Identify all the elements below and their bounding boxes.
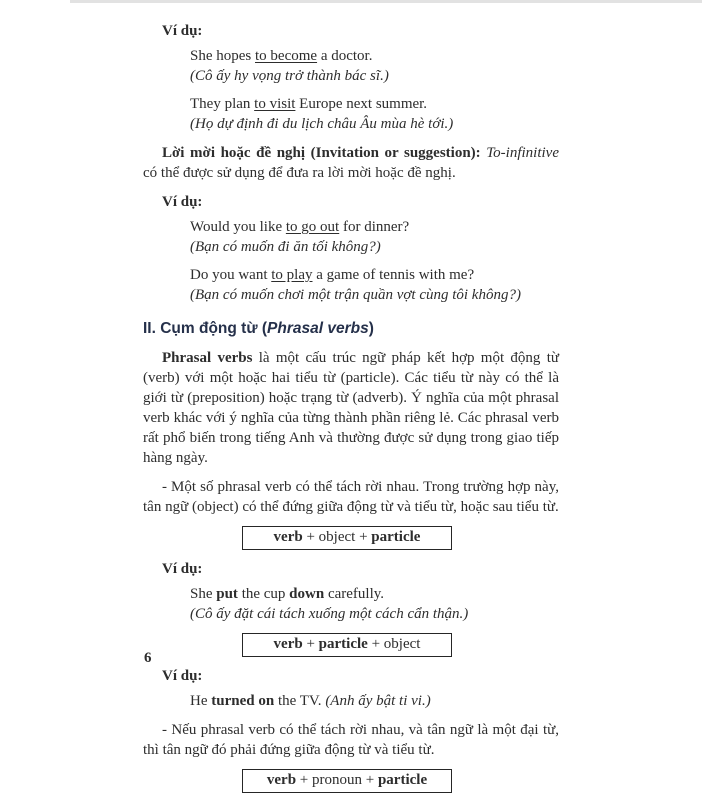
- english-example: He turned on the TV. (Anh ấy bật ti vi.): [190, 693, 431, 709]
- example-label: Ví dụ:: [162, 668, 203, 684]
- body-paragraph: Phrasal verbs là một cấu trúc ngữ pháp kết hợp một động từ (verb) với một hoặc hai tiểu từ (particle). Các tiểu từ này có thể là giới từ (preposition) hoặc trạng từ (adverb). Ý nghĩa của một phrasal verb khác với ý nghĩa của từng thành phần riêng lẻ. Các phrasal verb rất phổ biến trong tiếng Anh và thường được sử dụng trong giao tiếp hàng ngày.: [143, 350, 563, 466]
- example-label: Ví dụ:: [162, 23, 203, 39]
- vietnamese-translation: (Bạn có muốn đi ăn tối không?): [190, 239, 381, 255]
- formula-box: verb + object + particle: [242, 526, 452, 550]
- body-paragraph: - Một số phrasal verb có thể tách rời nhau. Trong trường hợp này, tân ngữ (object) có thể đứng giữa động từ và tiểu từ, hoặc sau tiểu từ.: [143, 479, 563, 515]
- example-label: Ví dụ:: [162, 561, 203, 577]
- english-example: They plan to visit Europe next summer.: [190, 96, 428, 112]
- english-example: Do you want to play a game of tennis with me?: [190, 267, 475, 283]
- vietnamese-translation: (Bạn có muốn chơi một trận quần vợt cùng tôi không?): [190, 287, 521, 303]
- formula-box: verb + pronoun + particle: [242, 769, 452, 793]
- formula-box: verb + particle + object: [242, 633, 452, 657]
- scan-edge-artifact: [70, 0, 702, 3]
- example-label: Ví dụ:: [162, 194, 203, 210]
- vietnamese-translation: (Họ dự định đi du lịch châu Âu mùa hè tới.): [190, 116, 454, 132]
- body-paragraph: Lời mời hoặc đề nghị (Invitation or suggestion): To-infinitive có thể được sử dụng để đưa ra lời mời hoặc đề nghị.: [143, 145, 563, 181]
- english-example: Would you like to go out for dinner?: [190, 219, 410, 235]
- document-content: [143, 12, 563, 802]
- vietnamese-translation: (Cô ấy hy vọng trở thành bác sĩ.): [190, 68, 389, 84]
- body-paragraph: - Nếu phrasal verb có thể tách rời nhau, và tân ngữ là một đại từ, thì tân ngữ đó phải đứng giữa động từ và tiểu từ.: [143, 722, 563, 758]
- vietnamese-translation: (Cô ấy đặt cái tách xuống một cách cẩn thận.): [190, 606, 469, 622]
- english-example: She hopes to become a doctor.: [190, 48, 373, 64]
- section-heading: II. Cụm động từ (Phrasal verbs): [143, 320, 374, 337]
- page-number: 6: [144, 650, 152, 666]
- english-example: She put the cup down carefully.: [190, 586, 385, 602]
